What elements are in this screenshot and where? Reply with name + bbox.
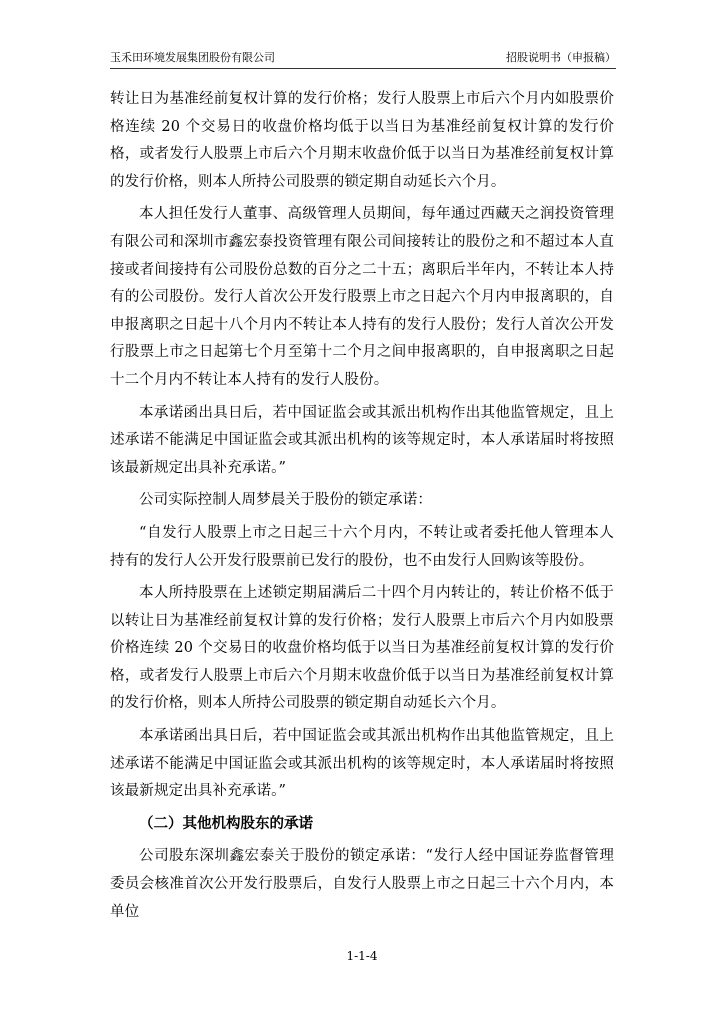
- paragraph: 公司股东深圳鑫宏泰关于股份的锁定承诺：“发行人经中国证券监督管理委员会核准首次公开发行股票后，自发行人股票上市之日起三十六个月内，本单位: [110, 848, 614, 920]
- paragraph: 本承诺函出具日后，若中国证监会或其派出机构作出其他监管规定，且上述承诺不能满足中国证监会或其派出机构的该等规定时，本人承诺届时将按照该最新规定出具补充承诺。”: [110, 404, 614, 476]
- paragraph: 公司实际控制人周梦晨关于股份的锁定承诺：: [139, 492, 432, 509]
- page-header: [110, 50, 616, 69]
- company-name: 玉禾田环境发展集团股份有限公司: [110, 51, 275, 64]
- paragraph: 转让日为基准经前复权计算的发行价格；发行人股票上市后六个月内如股票价格连续 20 个交易日的收盘价格均低于以当日为基准经前复权计算的发行价格，或者发行人股票上市后六个月期末收盘价低于以当日为基准经前复权计算的发行价格，则本人所持公司股票的锁定期自动延长六个月。: [110, 91, 614, 190]
- paragraph: 本人担任发行人董事、高级管理人员期间，每年通过西藏天之润投资管理有限公司和深圳市鑫宏泰投资管理有限公司间接转让的股份之和不超过本人直接或者间接持有公司股份总数的百分之二十五；离职后半年内，不转让本人持有的公司股份。发行人首次公开发行股票上市之日起六个月内申报离职的，自申报离职之日起十八个月内不转让本人持有的发行人股份；发行人首次公开发行股票上市之日起第七个月至第十二个月之间申报离职的，自申报离职之日起十二个月内不转让本人持有的发行人股份。: [110, 206, 614, 388]
- paragraph: 本人所持股票在上述锁定期届满后二十四个月内转让的，转让价格不低于以转让日为基准经前复权计算的发行价格；发行人股票上市后六个月内如股票价格连续 20 个交易日的收盘价格均低于以当日为基准经前复权计算的发行价格，或者发行人股票上市后六个月期末收盘价低于以当日为基准经前复权计算的发行价格，则本人所持公司股票的锁定期自动延长六个月。: [110, 585, 614, 712]
- section-heading: （二）其他机构股东的承诺: [139, 815, 313, 832]
- page-number: 1-1-4: [346, 949, 378, 963]
- page-body: [110, 86, 614, 931]
- paragraph: “自发行人股票上市之日起三十六个月内，不转让或者委托他人管理本人持有的发行人公开发行股票前已发行的股份，也不由发行人回购该等股份。: [110, 524, 614, 569]
- paragraph: 本承诺函出具日后，若中国证监会或其派出机构作出其他监管规定，且上述承诺不能满足中国证监会或其派出机构的该等规定时，本人承诺届时将按照该最新规定出具补充承诺。”: [110, 728, 614, 800]
- document-type: 招股说明书（申报稿）: [506, 51, 616, 64]
